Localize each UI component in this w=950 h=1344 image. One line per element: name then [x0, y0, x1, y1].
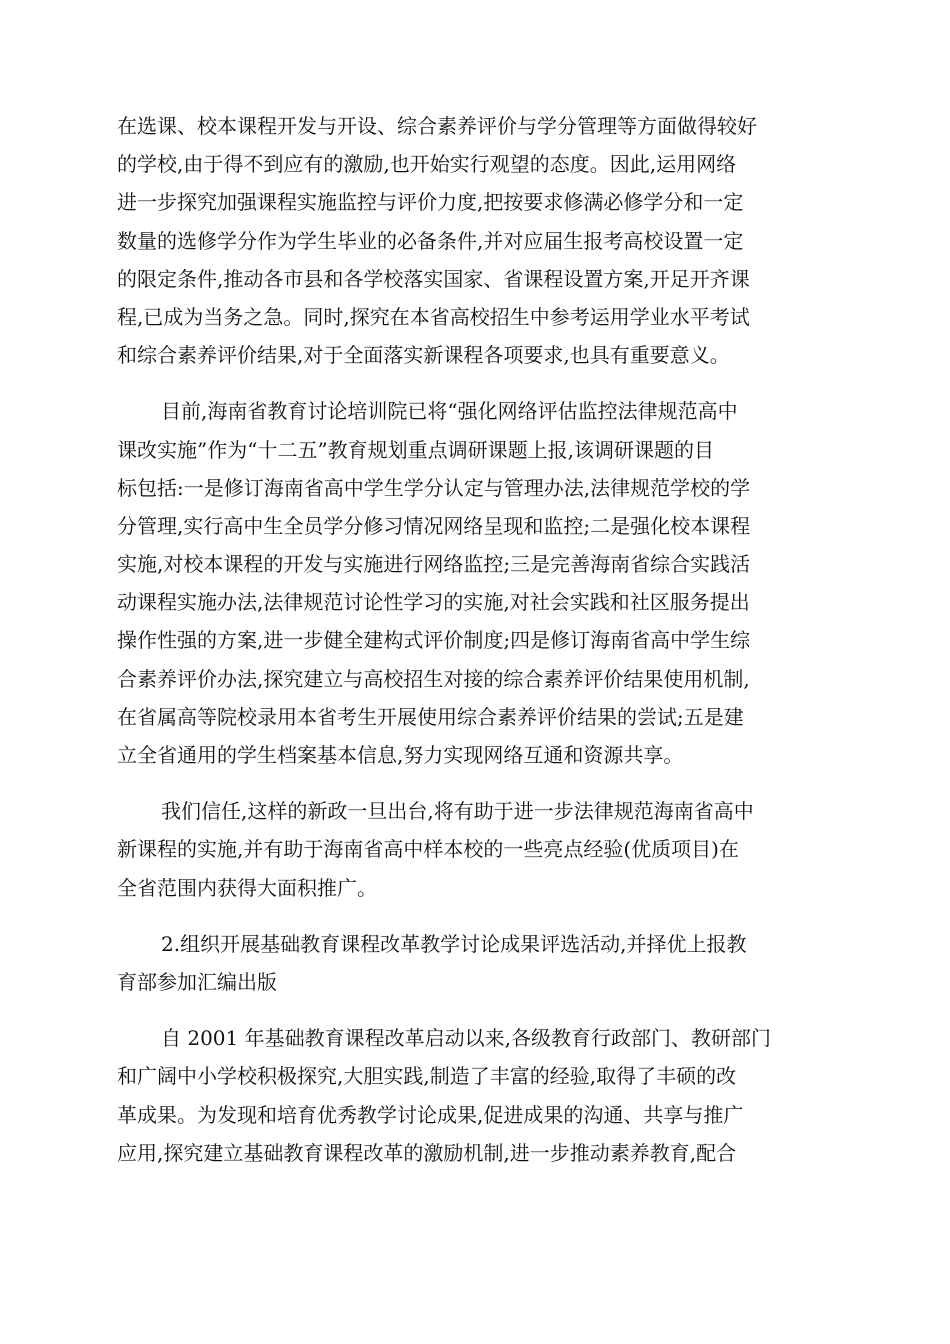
paragraph-line: 的限定条件,推动各市县和各学校落实国家、省课程设置方案,开足开齐课: [117, 266, 750, 291]
section-heading-line: 育部参加汇编出版: [117, 969, 277, 994]
paragraph-5: [117, 1019, 833, 1172]
paragraph-line: 我们信任,这样的新政一旦出台,将有助于进一步法律规范海南省高中: [161, 799, 754, 824]
paragraph-line: 和综合素养评价结果,对于全面落实新课程各项要求,也具有重要意义。: [117, 343, 730, 368]
paragraph-line: 全省范围内获得大面积推广。: [117, 875, 377, 900]
paragraph-line: 的学校,由于得不到应有的激励,也开始实行观望的态度。因此,运用网络: [117, 152, 737, 177]
paragraph-line: 实施,对校本课程的开发与实施进行网络监控;三是完善海南省综合实践活: [117, 552, 751, 577]
paragraph-line: 课改实施”作为“十二五”教育规划重点调研课题上报,该调研课题的目: [117, 437, 715, 462]
paragraph-line: 新课程的实施,并有助于海南省高中样本校的一些亮点经验(优质项目)在: [117, 837, 739, 862]
paragraph-line: 在省属高等院校录用本省考生开展使用综合素养评价结果的尝试;五是建: [117, 704, 744, 729]
section-heading-line: 2.组织开展基础教育课程改革教学讨论成果评选活动,并择优上报教: [161, 931, 747, 956]
paragraph-line: 在选课、校本课程开发与开设、综合素养评价与学分管理等方面做得较好: [117, 114, 757, 138]
paragraph-line: 合素养评价办法,探究建立与高校招生对接的综合素养评价结果使用机制,: [117, 666, 750, 691]
paragraph-line: 目前,海南省教育讨论培训院已将“强化网络评估监控法律规范高中: [161, 399, 738, 424]
paragraph-line: 自 2001 年基础教育课程改革启动以来,各级教育行政部门、教研部门: [161, 1026, 771, 1051]
paragraph-line: 操作性强的方案,进一步健全建构式评价制度;四是修订海南省高中学生综: [117, 628, 751, 653]
document-body: [117, 107, 833, 1172]
paragraph-line: 应用,探究建立基础教育课程改革的激励机制,进一步推动素养教育,配合: [117, 1140, 737, 1165]
paragraph-line: 程,已成为当务之急。同时,探究在本省高校招生中参考运用学业水平考试: [117, 304, 750, 329]
paragraph-1: [117, 107, 833, 374]
paragraph-2: [117, 392, 833, 774]
paragraph-line: 标包括:一是修订海南省高中学生学分认定与管理办法,法律规范学校的学: [117, 475, 751, 500]
paragraph-line: 分管理,实行高中生全员学分修习情况网络呈现和监控;二是强化校本课程: [117, 513, 751, 538]
paragraph-line: 动课程实施办法,法律规范讨论性学习的实施,对社会实践和社区服务提出: [117, 590, 750, 615]
paragraph-line: 革成果。为发现和培育优秀教学讨论成果,促进成果的沟通、共享与推广: [117, 1102, 744, 1127]
paragraph-line: 进一步探究加强课程实施监控与评价力度,把按要求修满必修学分和一定: [117, 190, 744, 215]
paragraph-3: [117, 792, 833, 907]
section-heading: [117, 925, 833, 1001]
paragraph-line: 和广阔中小学校积极探究,大胆实践,制造了丰富的经验,取得了丰硕的改: [117, 1064, 737, 1089]
paragraph-line: 数量的选修学分作为学生毕业的必备条件,并对应届生报考高校设置一定: [117, 228, 744, 253]
paragraph-line: 立全省通用的学生档案基本信息,努力实现网络互通和资源共享。: [117, 743, 684, 767]
